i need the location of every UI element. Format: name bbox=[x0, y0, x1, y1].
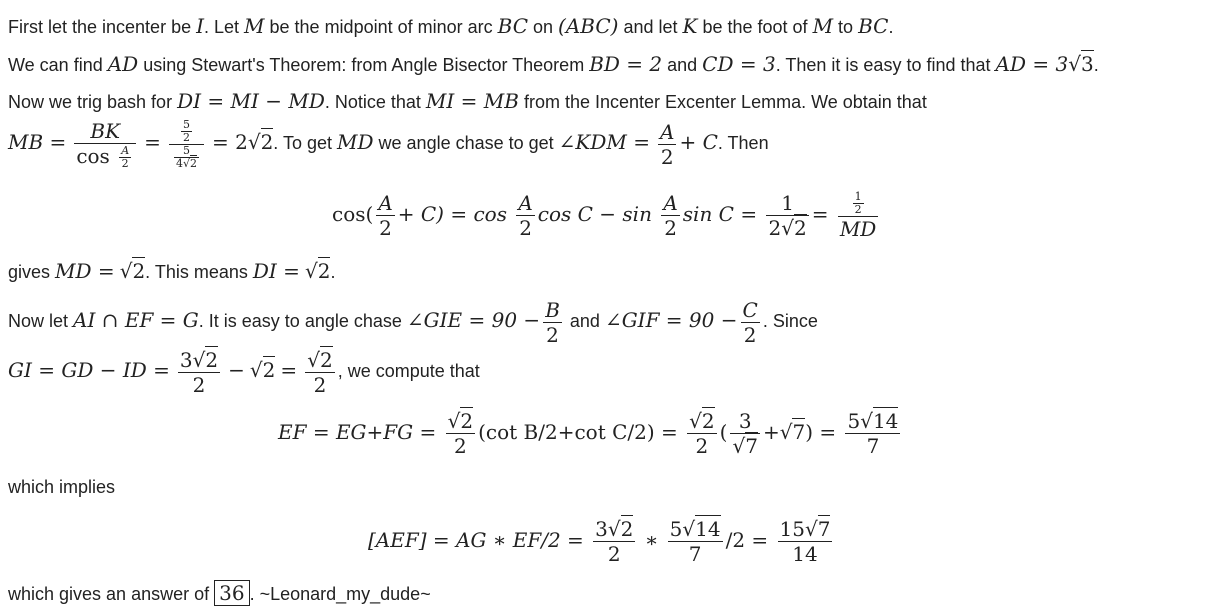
numerator bbox=[668, 517, 723, 542]
paragraph-line-8 bbox=[8, 476, 115, 498]
fraction bbox=[661, 191, 679, 240]
text: Now let bbox=[8, 311, 74, 331]
numerator bbox=[593, 517, 635, 542]
text: . bbox=[330, 262, 336, 282]
sqrt bbox=[248, 128, 273, 154]
text: . It is easy to angle chase bbox=[198, 311, 407, 331]
fraction bbox=[543, 298, 562, 347]
math: MI = MB bbox=[425, 89, 519, 113]
text: . ~Leonard_my_dude~ bbox=[249, 584, 431, 604]
math: DI = MI − MD bbox=[177, 89, 325, 113]
text: which implies bbox=[8, 477, 116, 497]
coef: 5 bbox=[669, 517, 683, 541]
fraction bbox=[730, 409, 759, 458]
numerator: BK bbox=[74, 119, 136, 144]
radicand: 2 bbox=[620, 517, 634, 541]
denominator: 2 bbox=[182, 130, 190, 144]
denominator bbox=[169, 145, 204, 170]
math: EF = EG+FG = bbox=[278, 420, 437, 444]
numerator: 5 bbox=[174, 145, 199, 158]
paragraph-line-5 bbox=[8, 260, 335, 283]
paragraph-line-2 bbox=[8, 53, 1099, 76]
numerator: A bbox=[663, 191, 678, 215]
fraction bbox=[741, 298, 760, 347]
text: . Since bbox=[762, 311, 818, 331]
radicand: 2 bbox=[701, 409, 715, 433]
fraction bbox=[376, 191, 394, 240]
numerator: 5 bbox=[182, 117, 190, 131]
math: CD = 3 bbox=[702, 52, 776, 76]
text: we angle chase to get bbox=[373, 133, 559, 153]
sqrt bbox=[608, 515, 633, 541]
math: BD = 2 bbox=[589, 52, 663, 76]
paragraph-line-6 bbox=[8, 294, 818, 347]
radicand: 2 bbox=[189, 156, 197, 170]
fraction bbox=[845, 409, 900, 458]
text: . Let bbox=[204, 17, 245, 37]
fraction bbox=[593, 517, 635, 566]
radicand: 14 bbox=[695, 517, 721, 541]
math: = bbox=[811, 202, 829, 226]
fraction-5-2 bbox=[181, 119, 192, 144]
denominator: 2 bbox=[519, 216, 532, 240]
math: BC bbox=[497, 14, 529, 38]
coef: 15 bbox=[779, 517, 805, 541]
text: on bbox=[528, 17, 559, 37]
sqrt bbox=[250, 356, 275, 382]
fraction bbox=[668, 517, 723, 566]
math: AD = 3 bbox=[995, 52, 1069, 76]
fraction-a2 bbox=[119, 145, 131, 170]
math: I bbox=[196, 14, 204, 38]
math: = bbox=[144, 130, 161, 154]
numerator: 1 bbox=[854, 190, 862, 203]
radicand: 2 bbox=[205, 347, 219, 372]
cos: cos bbox=[76, 143, 110, 168]
math: = 2 bbox=[211, 130, 248, 154]
radicand: 2 bbox=[317, 259, 331, 283]
denominator: 2 bbox=[313, 372, 327, 397]
denominator: 2 bbox=[454, 434, 467, 458]
math: MB = bbox=[8, 130, 67, 154]
math: BC bbox=[858, 14, 889, 38]
radicand: 2 bbox=[262, 358, 276, 382]
denominator: 7 bbox=[866, 434, 880, 458]
numerator bbox=[169, 119, 204, 145]
denominator: 2 bbox=[660, 144, 674, 169]
denominator: 2 bbox=[379, 216, 392, 240]
paragraph-line-7 bbox=[8, 344, 480, 397]
numerator bbox=[838, 190, 879, 217]
paragraph-line-1 bbox=[8, 15, 893, 38]
math: M bbox=[812, 14, 834, 38]
paragraph-line-3 bbox=[8, 90, 927, 113]
numerator: B bbox=[545, 297, 560, 322]
denominator: 2 bbox=[695, 434, 709, 458]
text: . Then it is easy to find that bbox=[775, 55, 996, 75]
text: . To get bbox=[273, 133, 338, 153]
math: = bbox=[280, 358, 298, 382]
numerator bbox=[845, 409, 900, 434]
numerator bbox=[446, 409, 475, 434]
sqrt bbox=[305, 257, 330, 283]
math: ∠KDM = bbox=[558, 130, 650, 154]
radicand: 2 bbox=[460, 409, 474, 433]
numerator: 1 bbox=[766, 191, 808, 216]
math: (ABC) bbox=[558, 14, 619, 38]
fraction bbox=[687, 409, 716, 458]
text: be the midpoint of minor arc bbox=[264, 17, 498, 37]
paragraph-line-9 bbox=[8, 580, 431, 607]
text: . bbox=[888, 17, 894, 37]
fraction bbox=[516, 191, 534, 240]
fraction bbox=[446, 409, 475, 458]
text: which gives an answer of bbox=[8, 584, 215, 604]
equation-ef: EF = EG+FG = √ $\frac{2}{2}$ (cot B/2+cot C/2) = √ $\frac{2}{2}$ ( 3 √ 7 +√ 7) = $\frac{5√ 14}{7}$ bbox=[278, 404, 903, 460]
text: gives bbox=[8, 262, 56, 282]
denominator: 2 bbox=[664, 216, 677, 240]
text: be the foot of bbox=[697, 17, 813, 37]
math: + C bbox=[679, 130, 718, 154]
fraction bbox=[305, 348, 334, 397]
sqrt bbox=[120, 257, 145, 283]
sqrt bbox=[193, 346, 218, 372]
coef: 5 bbox=[847, 409, 861, 433]
radicand: 2 bbox=[132, 259, 146, 283]
math: + C) = cos bbox=[397, 202, 507, 226]
math: cos( bbox=[332, 202, 374, 226]
sqrt bbox=[781, 214, 806, 240]
coef: 3 bbox=[595, 517, 608, 541]
text: and bbox=[564, 311, 605, 331]
equation-aef bbox=[368, 512, 835, 568]
numerator: 3 bbox=[730, 409, 759, 434]
denominator bbox=[174, 158, 199, 170]
text: . This means bbox=[145, 262, 253, 282]
numerator bbox=[778, 517, 833, 542]
answer-box: 36 bbox=[214, 580, 249, 606]
denominator: 2 bbox=[607, 542, 621, 566]
radicand: 7 bbox=[817, 517, 831, 541]
text: Now we trig bash for bbox=[8, 92, 178, 112]
sqrt bbox=[805, 515, 830, 541]
paragraph-line-4 bbox=[8, 118, 769, 170]
denominator: 2 bbox=[121, 156, 129, 170]
sqrt bbox=[860, 407, 898, 433]
denominator: 14 bbox=[792, 542, 818, 566]
radicand: 7 bbox=[792, 420, 806, 444]
sqrt bbox=[780, 418, 805, 444]
fraction-bk-cos bbox=[74, 119, 136, 170]
radicand: 3 bbox=[1080, 52, 1094, 76]
text: to bbox=[833, 17, 859, 37]
math: AD bbox=[107, 52, 139, 76]
denominator: 2 bbox=[854, 203, 862, 216]
fraction-half bbox=[853, 191, 864, 216]
fraction-5-4sqrt2 bbox=[174, 145, 199, 170]
math: sin C = bbox=[682, 202, 758, 226]
fraction bbox=[178, 348, 220, 397]
denominator: 2 bbox=[546, 322, 559, 347]
fraction bbox=[838, 190, 879, 241]
denominator bbox=[766, 216, 808, 240]
numerator: A bbox=[121, 143, 130, 157]
math: /2 = bbox=[725, 528, 769, 552]
radicand: 14 bbox=[872, 409, 899, 433]
equation-cos bbox=[332, 188, 881, 241]
text: and bbox=[662, 55, 703, 75]
text: First let the incenter be bbox=[8, 17, 197, 37]
math: GI = GD − ID = bbox=[8, 358, 170, 382]
math: ∠GIE = 90 − bbox=[406, 308, 541, 332]
denominator: MD bbox=[839, 217, 877, 241]
math: K bbox=[682, 14, 698, 38]
denominator: 2 bbox=[743, 322, 757, 347]
text: from the Incenter Excenter Lemma. We obtain that bbox=[518, 92, 927, 112]
sqrt bbox=[183, 155, 197, 170]
radicand: 2 bbox=[319, 347, 333, 372]
coef: 3 bbox=[179, 347, 193, 372]
math: ) = bbox=[805, 420, 837, 444]
radicand: 2 bbox=[260, 130, 274, 154]
math: cos C − sin bbox=[537, 202, 652, 226]
numerator: C bbox=[742, 297, 758, 322]
numerator bbox=[305, 348, 334, 373]
fraction-a-2 bbox=[658, 120, 676, 169]
radicand: 7 bbox=[745, 434, 758, 458]
numerator: A bbox=[518, 191, 533, 215]
math: MD bbox=[337, 130, 374, 154]
denominator: 2 bbox=[192, 372, 206, 397]
sqrt bbox=[1068, 50, 1093, 76]
coef: 2 bbox=[768, 216, 782, 240]
math: + bbox=[762, 420, 780, 444]
sqrt bbox=[682, 515, 720, 541]
text: . Then bbox=[717, 133, 769, 153]
math: (cot B/2+cot C/2) = bbox=[478, 420, 678, 444]
numerator: A bbox=[660, 119, 675, 144]
coef: 4 bbox=[175, 156, 183, 170]
radicand: 2 bbox=[793, 216, 807, 240]
math: − bbox=[228, 358, 245, 382]
text: . bbox=[1093, 55, 1099, 75]
math: MD = bbox=[55, 259, 115, 283]
denominator bbox=[74, 144, 136, 170]
text: and let bbox=[618, 17, 683, 37]
math: AI ∩ EF = G bbox=[73, 308, 199, 332]
fraction bbox=[766, 191, 808, 240]
math: M bbox=[244, 14, 265, 38]
numerator bbox=[687, 409, 716, 434]
text: using Stewart's Theorem: from Angle Bisector Theorem bbox=[138, 55, 590, 75]
numerator: A bbox=[378, 191, 393, 215]
denominator: 7 bbox=[688, 542, 702, 566]
math: ∗ bbox=[644, 528, 659, 552]
math: ∠GIF = 90 − bbox=[604, 308, 738, 332]
text: , we compute that bbox=[337, 361, 480, 381]
denominator bbox=[730, 434, 759, 458]
math: [AEF] = AG ∗ EF/2 = bbox=[368, 528, 584, 552]
math: DI = bbox=[252, 259, 300, 283]
text: We can find bbox=[8, 55, 108, 75]
numerator bbox=[178, 348, 220, 373]
fraction-complex bbox=[169, 119, 204, 170]
fraction bbox=[778, 517, 833, 566]
text: . Notice that bbox=[324, 92, 426, 112]
